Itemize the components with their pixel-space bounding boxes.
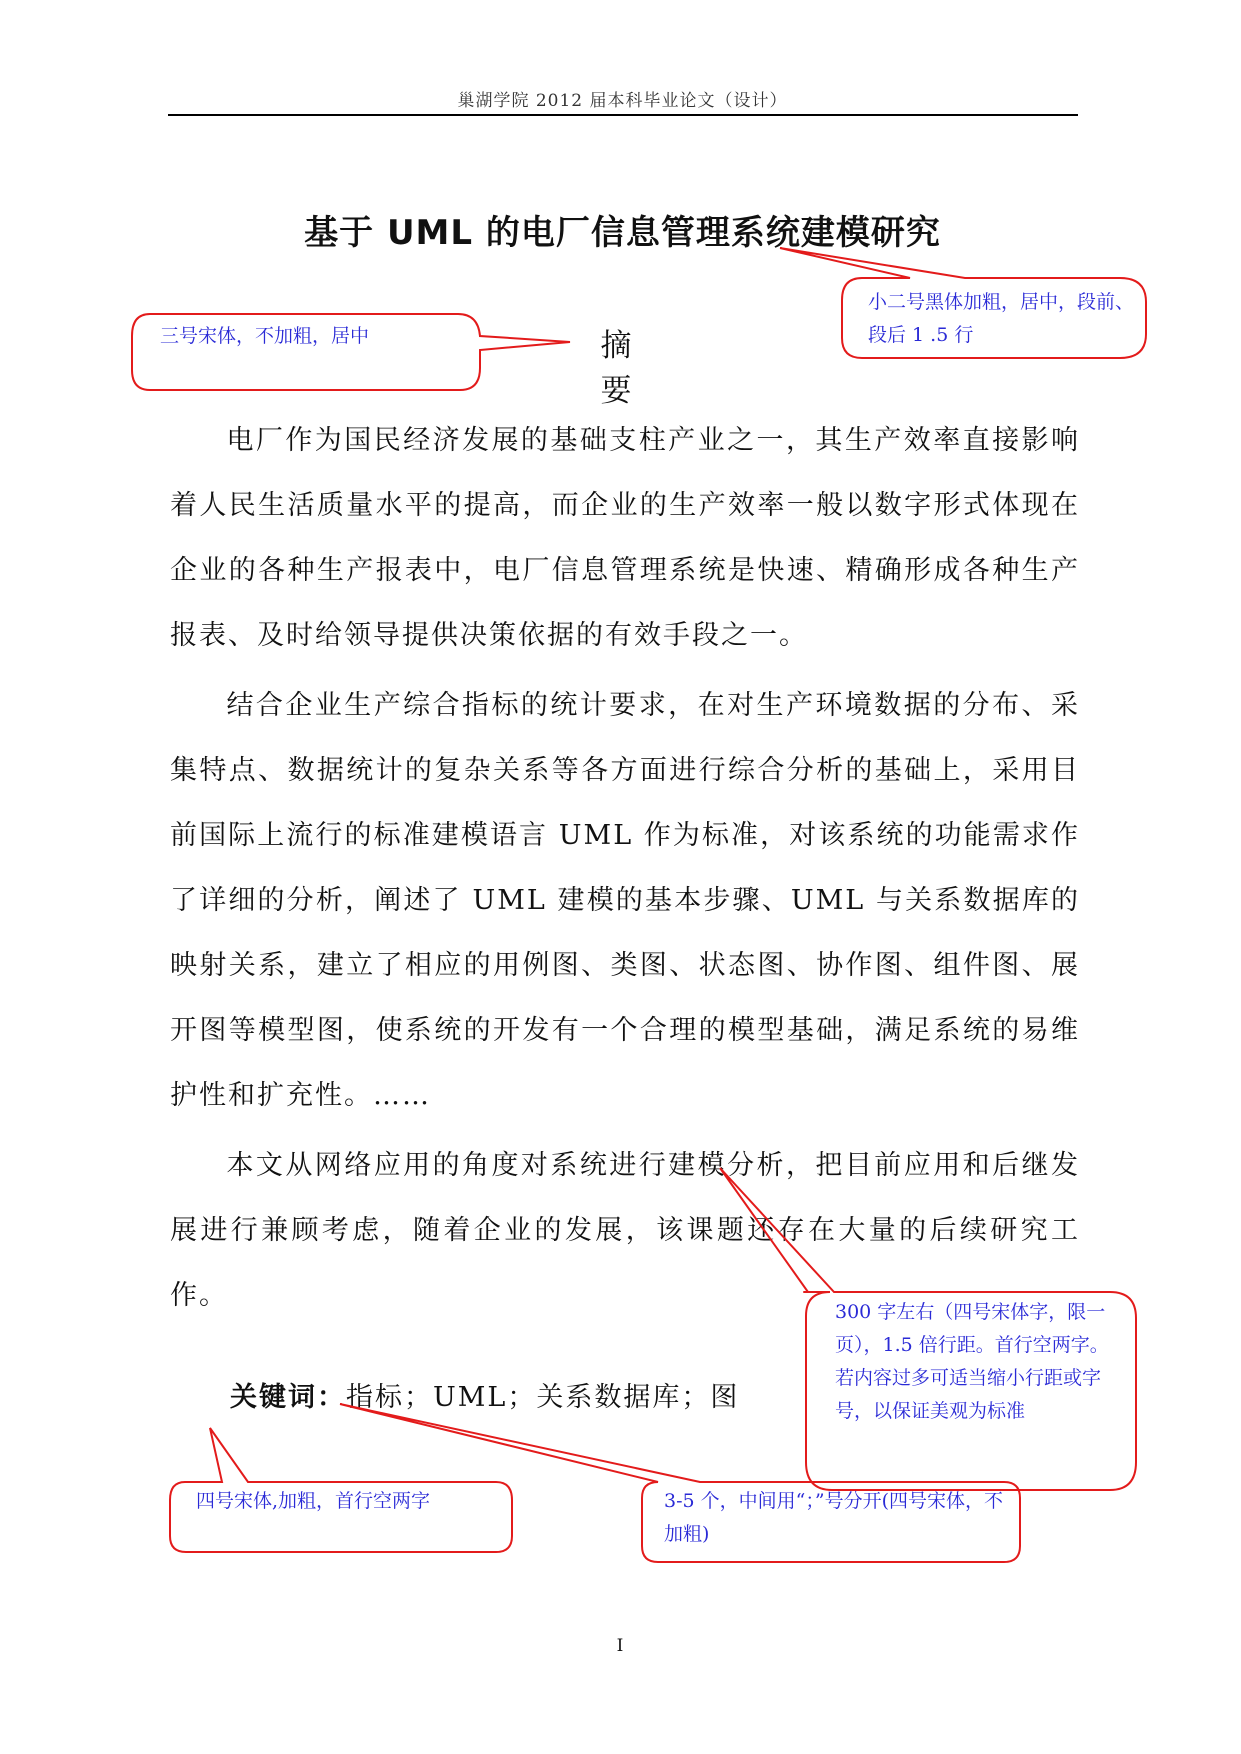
keywords-separator-format-note: 3-5 个，中间用“；”号分开(四号宋体，不加粗)	[664, 1490, 1003, 1545]
keywords-label: 关键词：	[230, 1382, 346, 1413]
abstract-paragraph-2-text: 结合企业生产综合指标的统计要求，在对生产环境数据的分布、采集特点、数据统计的复杂关系等各方面进行综合分析的基础上，采用目前国际上流行的标准建模语言 UML 作为标准，对该系统的功能需求作了详细的分析，阐述了 UML 建模的基本步骤、UML 与关系数据库的映射关系，建立了相应的用例图、类图、状态图、协作图、组件图、展开图等模型图，使系统的开发有一个合理的模型基础，满足系统的易维护性和扩充性。……	[170, 690, 1080, 1111]
body-format-note: 300 字左右（四号宋体字，限一页），1.5 倍行距。首行空两字。若内容过多可适当缩小行距或字号，以保证美观为标准	[835, 1301, 1109, 1422]
page-number: I	[616, 1636, 624, 1656]
keywords-values: 指标；UML；关系数据库；图	[346, 1382, 740, 1413]
running-header: 巢湖学院 2012 届本科毕业论文（设计）	[457, 91, 788, 111]
document-title: 基于 UML 的电厂信息管理系统建模研究	[304, 213, 941, 253]
title-format-note: 小二号黑体加粗，居中，段前、段后 1 .5 行	[868, 291, 1135, 346]
abstract-heading: 摘 要	[600, 328, 699, 409]
abstract-heading-format-note: 三号宋体，不加粗，居中	[160, 325, 370, 347]
keywords-label-format-note: 四号宋体,加粗，首行空两字	[196, 1490, 431, 1512]
abstract-paragraph-3-text: 本文从网络应用的角度对系统进行建模分析，把目前应用和后继发展进行兼顾考虑，随着企业的发展，该课题还存在大量的后续研究工作。	[170, 1150, 1080, 1311]
abstract-paragraph-1-text: 电厂作为国民经济发展的基础支柱产业之一，其生产效率直接影响着人民生活质量水平的提高，而企业的生产效率一般以数字形式体现在企业的各种生产报表中，电厂信息管理系统是快速、精确形成各种生产报表、及时给领导提供决策依据的有效手段之一。	[170, 425, 1080, 651]
